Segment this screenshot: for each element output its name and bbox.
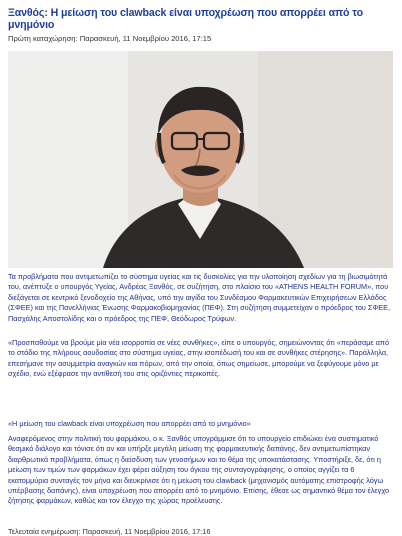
- updated-date: Τελευταία ενημέρωση: Παρασκευή, 11 Νοεμβρίου 2016, 17:16: [8, 527, 211, 536]
- paragraph-2: «Προσπαθούμε να βρούμε μία νέα ισορροπία σε νέες συνθήκες», είπε ο υπουργός, σημειώνοντας ότι «περάσαμε από το στάδιο της πλήρους αουδοσίας στο σύστημα υγείας, στην ισοπέδωσή του και σε συνθήκες στέρησης». Παράλληλα, επεσήμανε την ασυμμετρία αναγκών και πόρων, από την οποία, όπως σημείωσε, μπορούμε να ξεφύγουμε μόνο με σχέδιο, ενώ εξέφρασε την αντίθεσή του στις οριζόντιες περικοπές.: [8, 338, 390, 379]
- published-date: Πρώτη καταχώρηση: Παρασκευή, 11 Νοεμβρίου 2016, 17:15: [8, 34, 212, 43]
- paragraph-3: Αναφερόμενος στην πολιτική του φαρμάκου, ο κ. Ξανθός υπογράμμισε ότι το υπουργείο επιδιώκει ένα συστηματικό θεσμικό διάλογο και τόνισε ότι αν και υπήρξε μεγάλη μείωση της φαρμακευτικής δαπάνης, δεν αντιμετωπίστηκαν διαρθρωτικά προβλήματα, όπως η διείσδυση των γενοσήμων και το θέμα της υποκατάστασης. Υποστήριξε, δε, ότι η μείωση των τιμών των φαρμάκων έχει φέρει αύξηση του όγκου της συνταγογράφησης, ο οποίος αγγίζει τα 6 εκατομμύρια συνταγές τον μήνα και διευκρίνισε ότι η μείωση του clawback (μηχανισμός αυτόματης επιστροφής λόγω υπέρβασης δαπάνης), είναι υποχρέωση που απορρέει από το μνημόνιο. Επίσης, έθεσε ως σημαντικό θέμα τον έλεγχο ζήτησης φαρμάκων, καθώς και τον έλεγχο της χώρας προέλευσης.: [8, 434, 390, 506]
- article-headline: Ξανθός: Η μείωση του clawback είναι υποχρέωση που απορρέει από το μνημόνιο: [8, 7, 363, 31]
- quote-subheading: «Η μείωση του clawback είναι υποχρέωση που απορρέει από το μνημόνιο»: [8, 419, 251, 428]
- article-photo: [8, 51, 393, 268]
- portrait-illustration: [8, 51, 393, 268]
- paragraph-1: Τα προβλήματα που αντιμετωπίζει το σύστημα υγείας και τις δυσκολίες για την υλοποίηση σχεδίων για τη βιωσιμότητά του, ανέπτυξε ο υπουργός Υγείας, Ανδρέας Ξανθός, σε συζήτηση, στο πλαίσιο του «ATHENS HEALTH FORUM», που διεξάγεται σε κεντρικό ξενοδοχείο της Αθήνας, υπό την αιγίδα του Συνδέσμου Φαρμακευτικών Επιχειρήσεων Ελλάδος (ΣΦΕΕ) και της Πανελλήνιας Ένωσης Φαρμακοβιομηχανίας (ΠΕΦ). Στη συζήτηση συμμετείχαν ο πρόεδρος του ΣΦΕΕ, Πασχάλης Αποστολίδης και ο πρόεδρος της ΠΕΦ, Θεόδωρος Τρύφων.: [8, 272, 391, 323]
